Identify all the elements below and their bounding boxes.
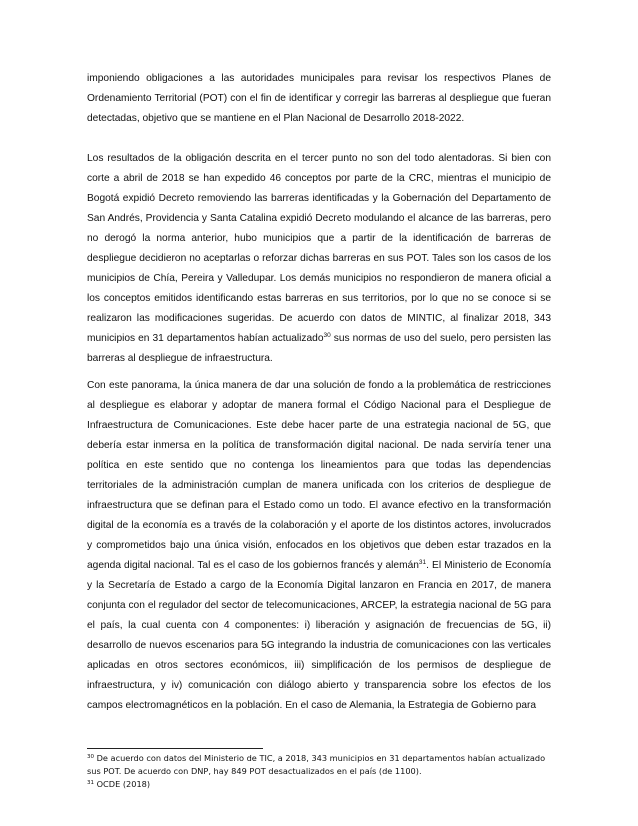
paragraph-national-code	[87, 376, 551, 716]
paragraph-pot-obligations	[87, 69, 551, 129]
footnote-separator	[87, 748, 263, 749]
paragraph-text: imponiendo obligaciones a las autoridades municipales para revisar los respectivos Planes de Ordenamiento Territorial (POT) con el fin de identificar y corregir las barreras al despliegue que fueran detectadas, objetivo que se mantiene en el Plan Nacional de Desarrollo 2018-2022.	[87, 73, 551, 124]
footnote-30	[87, 752, 551, 778]
paragraph-text: sus normas de uso del suelo, pero persisten las barreras al despliegue de infraestructura.	[87, 333, 551, 364]
footnote-number: 31	[87, 780, 94, 786]
footnotes	[87, 752, 551, 791]
paragraph-text: Con este panorama, la única manera de dar una solución de fondo a la problemática de restricciones al despliegue es elaborar y adoptar de manera formal el Código Nacional para el Despliegue de Infraestructura de Comunicaciones. Este debe hacer parte de una estrategia nacional de 5G, que debería estar inmersa en la política de transformación digital nacional. De nada serviría tener una política en este sentido que no contenga los lineamientos para que todas las dependencias territoriales de la administración cumplan de manera unificada con los criterios de despliegue de infraestructura que se definan para el Estado como un todo. El avance efectivo en la transformación digital de la economía es a través de la colaboración y el aporte de los distintos actores, involucrados y comprometidos bajo una única visión, enfocados en los objetivos que deben estar trazados en la agenda digital nacional. Tal es el caso de los gobiernos francés y alemán	[87, 380, 551, 571]
footnote-reference-31[interactable]: 31	[418, 559, 427, 566]
footnote-31	[87, 778, 551, 791]
paragraph-text: . El Ministerio de Economía y la Secretaría de Estado a cargo de la Economía Digital lanzaron en Francia en 2017, de manera conjunta con el regulador del sector de telecomunicaciones, ARCEP, la estrategia nacional de 5G para el país, la cual cuenta con 4 componentes: i) liberación y asignación de frecuencias de 5G, ii) desarrollo de nuevos escenarios para 5G integrando la industria de comunicaciones con las verticales aplicadas en otros sectores económicos, iii) simplificación de los permisos de despliegue de infraestructura, y iv) comunicación con diálogo abierto y transparencia sobre los efectos de los campos electromagnéticos en la población. En el caso de Alemania, la Estrategia de Gobierno para	[87, 560, 551, 711]
footnote-reference-30[interactable]: 30	[323, 332, 331, 339]
paragraph-obligation-results	[87, 149, 551, 369]
footnote-text: OCDE (2018)	[94, 779, 151, 789]
footnote-text: De acuerdo con datos del Ministerio de TIC, a 2018, 343 municipios en 31 departamentos habían actualizado sus POT. De acuerdo con DNP, hay 849 POT desactualizados en el país (de 1100).	[87, 753, 546, 776]
footnote-number: 30	[87, 754, 94, 760]
paragraph-text: Los resultados de la obligación descrita en el tercer punto no son del todo alentadoras. Si bien con corte a abril de 2018 se han expedido 46 conceptos por parte de la CRC, mientras el municipio de Bogotá expidió Decreto removiendo las barreras identificadas y la Gobernación del Departamento de San Andrés, Providencia y Santa Catalina expidió Decreto modulando el alcance de las barreras, pero no derogó la norma anterior, hubo municipios que a partir de la identificación de barreras de despliegue decidieron no aceptarlas o reforzar dichas barreras en sus POT. Tales son los casos de los municipios de Chía, Pereira y Valledupar. Los demás municipios no respondieron de manera oficial a los conceptos emitidos identificando estas barreras en sus territorios, por lo que no se conoce si se realizaron las modificaciones sugeridas. De acuerdo con datos de MINTIC, al finalizar 2018, 343 municipios en 31 departamentos habían actualizado	[87, 153, 551, 344]
